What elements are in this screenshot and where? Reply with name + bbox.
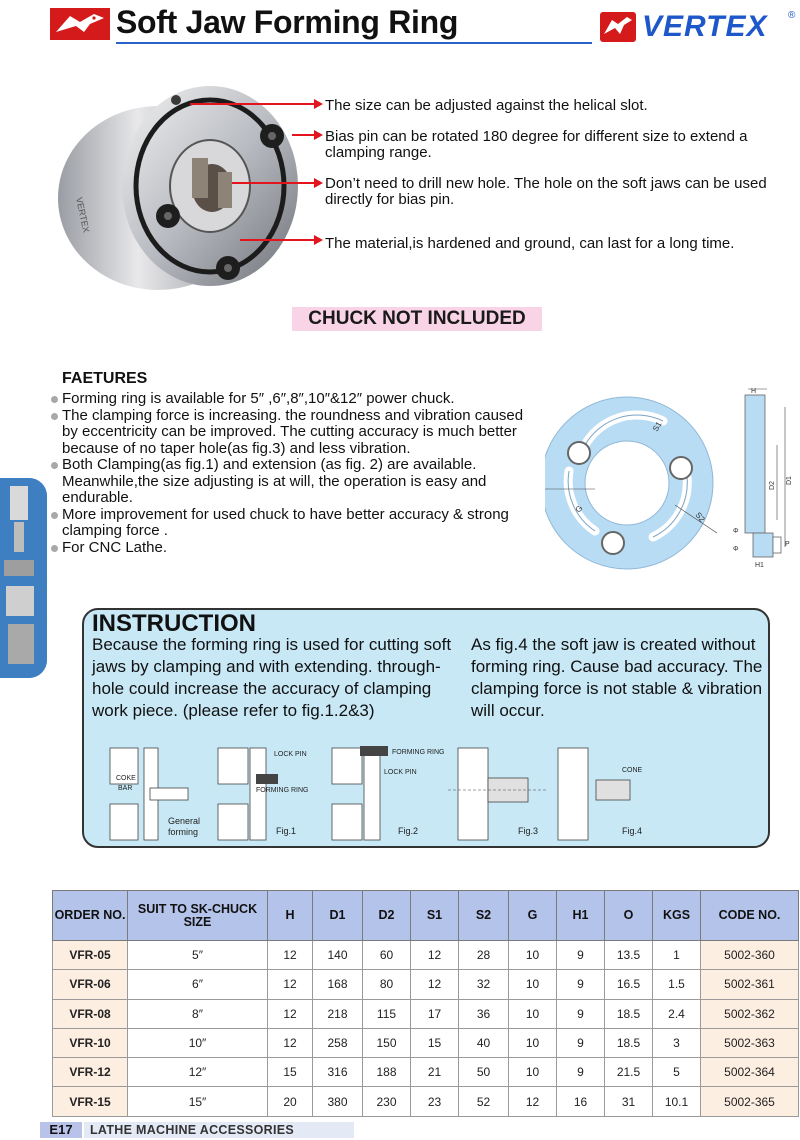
col-s1: S1: [411, 891, 459, 941]
svg-text:General: General: [168, 816, 201, 826]
svg-text:Φ: Φ: [733, 546, 739, 553]
technical-drawing: [545, 385, 797, 570]
features-heading: FAETURES: [62, 370, 148, 387]
feature-item: Forming ring is available for 5″ ,6″,8″,10″&12″ power chuck.: [50, 391, 530, 408]
svg-text:S2: S2: [693, 510, 707, 524]
table-row: VFR-10 10″ 12 258 150 15 40 10 9 18.5 3 5002-363: [53, 1028, 799, 1057]
feature-item: The clamping force is increasing. the roundness and vibration caused by eccentricity can be improved. The cutting accuracy is much better because of no taper hole(as fig.3) and less vibration.: [50, 408, 530, 458]
table-row: VFR-15 15″ 20 380 230 23 52 12 16 31 10.1 5002-365: [53, 1087, 799, 1116]
svg-text:BAR: BAR: [118, 785, 133, 792]
svg-text:LOCK PIN: LOCK PIN: [274, 751, 307, 758]
col-d1: D1: [313, 891, 363, 941]
brand-eagle-icon: [600, 12, 636, 42]
page-number: E17: [40, 1122, 82, 1138]
table-header-row: [53, 891, 799, 941]
col-order-no: ORDER NO.: [53, 891, 128, 941]
table-row: VFR-05 5″ 12 140 60 12 28 10 9 13.5 1 5002-360: [53, 941, 799, 970]
svg-text:D2: D2: [769, 481, 776, 490]
feature-item: Both Clamping(as fig.1) and extension (as fig. 2) are available. Meanwhile,the size adjusting is at will, the operation is easy and endurable.: [50, 457, 530, 507]
col-s2: S2: [459, 891, 509, 941]
registered-mark: ®: [788, 10, 796, 21]
page-title: Soft Jaw Forming Ring: [116, 4, 459, 40]
bullet-icon: [51, 545, 58, 552]
side-category-tab: [0, 478, 47, 678]
callout-helical-slot: The size can be adjusted against the helical slot.: [325, 97, 648, 114]
col-h: H: [268, 891, 313, 941]
callout-arrow-4: [240, 239, 315, 241]
forming-ring-product-image: [50, 58, 310, 298]
svg-text:FORMING RING: FORMING RING: [256, 787, 309, 794]
table-row: VFR-12 12″ 15 316 188 21 50 10 9 21.5 5 5002-364: [53, 1058, 799, 1087]
callout-arrow-3: [232, 182, 315, 184]
svg-text:forming: forming: [168, 827, 199, 837]
col-code-no: CODE NO.: [701, 891, 799, 941]
svg-text:H: H: [751, 388, 757, 395]
col-g: G: [509, 891, 557, 941]
callout-no-drill: Don’t need to drill new hole. The hole on the soft jaws can be used directly for bias pin.: [325, 175, 767, 208]
specification-table: [52, 890, 799, 1117]
svg-text:S1: S1: [650, 420, 664, 433]
table-row: VFR-06 6″ 12 168 80 12 32 10 9 16.5 1.5 5002-361: [53, 970, 799, 999]
svg-text:D1: D1: [786, 476, 793, 485]
vertex-brand-logo: [600, 10, 796, 44]
brand-name: VERTEX: [642, 10, 768, 43]
svg-text:G: G: [573, 503, 585, 515]
bullet-icon: [51, 396, 58, 403]
instruction-text-left: Because the forming ring is used for cutting soft jaws by clamping and with extending. through-hole could increase the accuracy of clamping work piece. (please refer to fig.1.2&3): [92, 635, 452, 720]
table-row: VFR-08 8″ 12 218 115 17 36 10 9 18.5 2.4 5002-362: [53, 999, 799, 1028]
svg-text:H1: H1: [755, 562, 764, 569]
callout-arrow-1: [190, 103, 315, 105]
svg-text:VERTEX: VERTEX: [74, 196, 92, 234]
instruction-text-right: As fig.4 the soft jaw is created without forming ring. Cause bad accuracy. The clamping force is not stable & vibration will occur.: [471, 635, 763, 720]
svg-text:LOCK PIN: LOCK PIN: [384, 769, 417, 776]
callout-arrow-2: [292, 134, 315, 136]
svg-text:CONE: CONE: [622, 767, 643, 774]
eagle-logo-icon: [50, 8, 110, 40]
instruction-diagrams: [100, 744, 660, 844]
svg-text:Φ: Φ: [733, 528, 739, 535]
svg-text:Fig.2: Fig.2: [398, 826, 419, 836]
col-h1: H1: [557, 891, 605, 941]
title-underline: [116, 42, 592, 44]
feature-item: More improvement for used chuck to have better accuracy & strong clamping force .: [50, 507, 530, 540]
svg-text:COKE: COKE: [116, 775, 136, 782]
svg-text:Fig.1: Fig.1: [276, 826, 297, 836]
instruction-heading: INSTRUCTION: [92, 610, 256, 637]
bullet-icon: [51, 462, 58, 469]
callout-material: The material,is hardened and ground, can last for a long time.: [325, 235, 735, 252]
col-d2: D2: [363, 891, 411, 941]
section-title: LATHE MACHINE ACCESSORIES: [84, 1122, 354, 1138]
bullet-icon: [51, 413, 58, 420]
col-chuck-size: SUIT TO SK-CHUCK SIZE: [128, 891, 268, 941]
svg-text:FORMING RING: FORMING RING: [392, 749, 445, 756]
feature-item: For CNC Lathe.: [50, 540, 530, 557]
features-list: [50, 391, 530, 556]
bullet-icon: [51, 512, 58, 519]
col-o: O: [605, 891, 653, 941]
svg-text:Fig.3: Fig.3: [518, 826, 539, 836]
svg-text:Fig.4: Fig.4: [622, 826, 643, 836]
svg-text:P: P: [785, 541, 790, 548]
col-kgs: KGS: [653, 891, 701, 941]
chuck-not-included-note: CHUCK NOT INCLUDED: [292, 307, 542, 331]
callout-bias-pin: Bias pin can be rotated 180 degree for different size to extend a clamping range.: [325, 128, 748, 161]
